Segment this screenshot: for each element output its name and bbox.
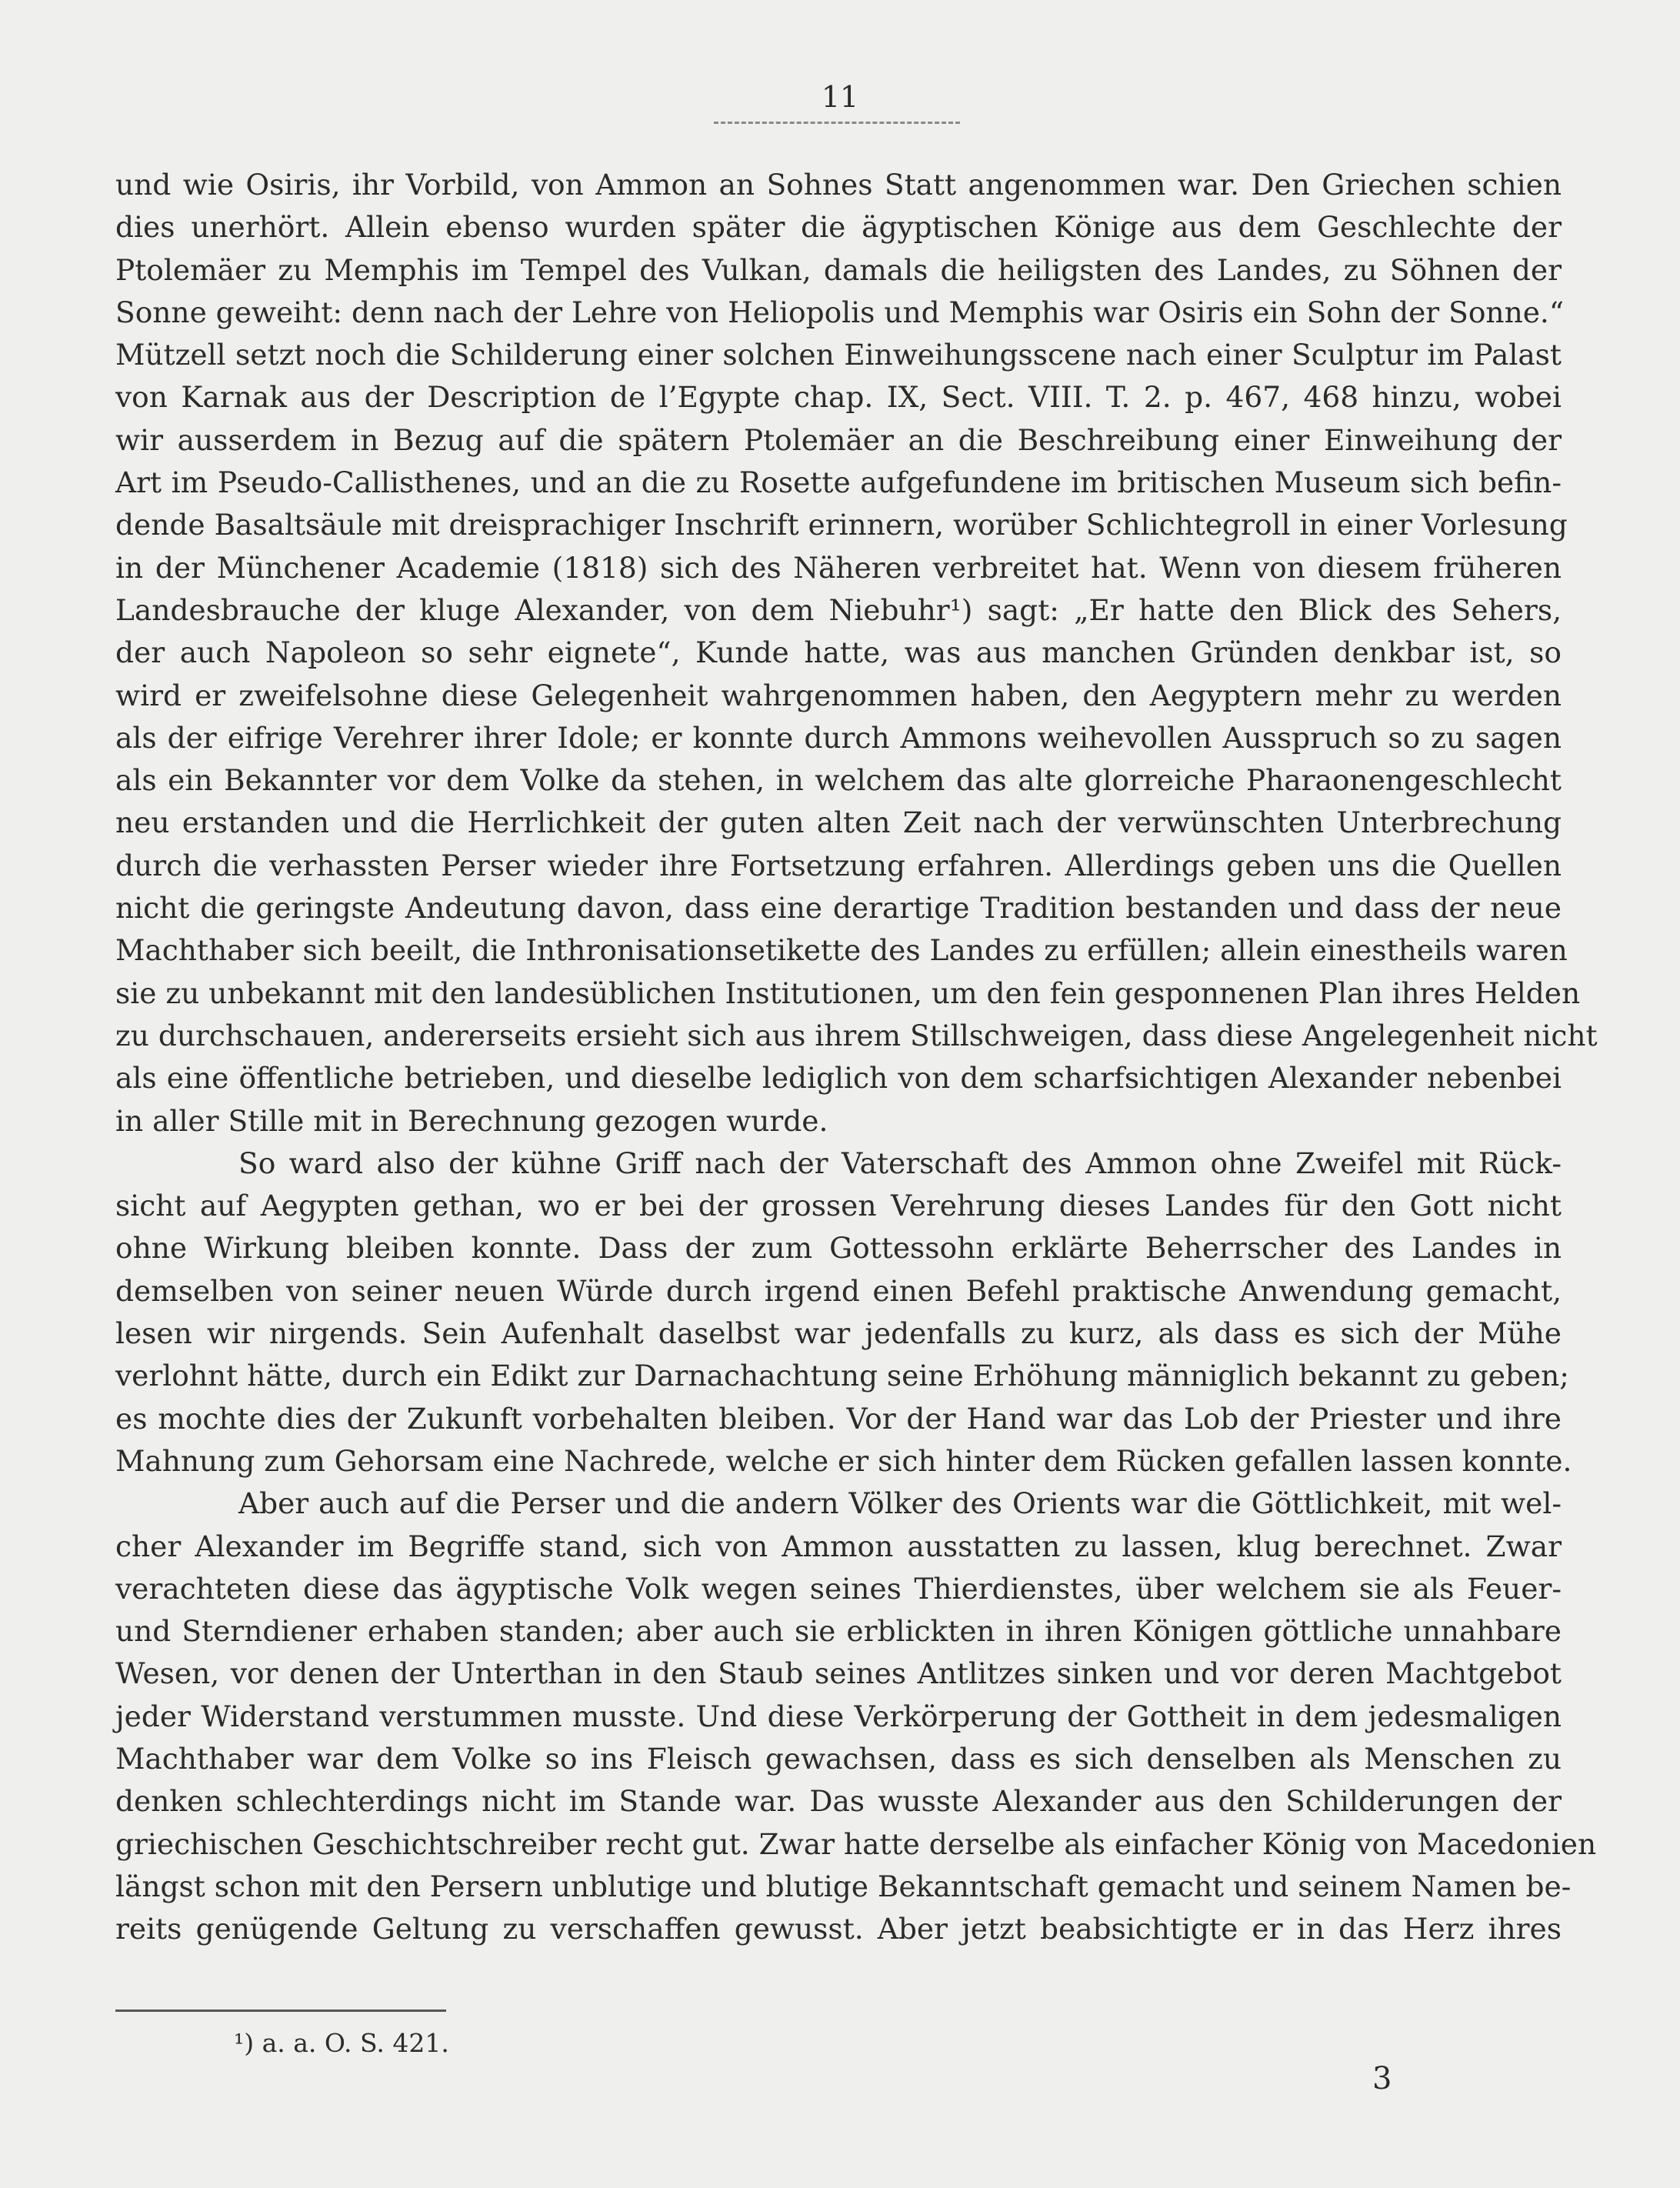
- text-line: durch die verhassten Perser wieder ihre Fortsetzung erfahren. Allerdings geben uns die Quellen: [115, 848, 1562, 882]
- header-rule: [714, 122, 960, 124]
- text-line: Aber auch auf die Perser und die andern Völker des Orients war die Göttlichkeit, mit wel-: [238, 1486, 1562, 1521]
- text-line: der auch Napoleon so sehr eignete“, Kunde hatte, was aus manchen Gründen denkbar ist, so: [115, 635, 1562, 670]
- text-line: verachteten diese das ägyptische Volk wegen seines Thierdienstes, über welchem sie als Feuer-: [115, 1571, 1562, 1606]
- signature-mark: 3: [1372, 2061, 1392, 2096]
- text-line: Mützell setzt noch die Schilderung einer solchen Einweihungsscene nach einer Sculptur im Palast: [115, 338, 1562, 372]
- text-line: und Sterndiener erhaben standen; aber auch sie erblickten in ihren Königen göttliche unnahbare: [115, 1614, 1562, 1649]
- text-line: sie zu unbekannt mit den landesüblichen Institutionen, um den fein gesponnenen Plan ihres Helden: [115, 976, 1581, 1010]
- text-line: Mahnung zum Gehorsam eine Nachrede, welche er sich hinter dem Rücken gefallen lassen konnte.: [115, 1443, 1572, 1478]
- text-line: Sonne geweiht: denn nach der Lehre von Heliopolis und Memphis war Osiris ein Sohn der Sonne.“: [115, 295, 1565, 329]
- text-line: als eine öffentliche betrieben, und dieselbe lediglich von dem scharfsichtigen Alexander nebenbei: [115, 1061, 1562, 1096]
- text-line: Ptolemäer zu Memphis im Tempel des Vulkan, damals die heiligsten des Landes, zu Söhnen der: [115, 252, 1562, 287]
- text-line: reits genügende Geltung zu verschaffen gewusst. Aber jetzt beabsichtigte er in das Herz ihres: [115, 1912, 1562, 1946]
- text-line: Landesbrauche der kluge Alexander, von dem Niebuhr¹) sagt: „Er hatte den Blick des Sehers,: [115, 592, 1562, 627]
- text-line: dende Basaltsäule mit dreisprachiger Inschrift erinnern, worüber Schlichtegroll in einer Vorlesung: [115, 508, 1568, 542]
- text-line: Art im Pseudo-Callisthenes, und an die zu Rosette aufgefundene im britischen Museum sich befin-: [115, 465, 1562, 500]
- text-line: sicht auf Aegypten gethan, wo er bei der grossen Verehrung dieses Landes für den Gott nicht: [115, 1189, 1562, 1223]
- text-line: in der Münchener Academie (1818) sich des Näheren verbreitet hat. Wenn von diesem früheren: [115, 550, 1562, 585]
- text-line: in aller Stille mit in Berechnung gezogen wurde.: [115, 1103, 828, 1138]
- body-text: [115, 164, 1598, 1950]
- text-line: Wesen, vor denen der Unterthan in den Staub seines Antlitzes sinken und vor deren Machtgebot: [115, 1656, 1562, 1691]
- text-line: neu erstanden und die Herrlichkeit der guten alten Zeit nach der verwünschten Unterbrechung: [115, 805, 1562, 840]
- text-line: als ein Bekannter vor dem Volke da stehen, in welchem das alte glorreiche Pharaonengeschlecht: [115, 763, 1562, 798]
- text-line: längst schon mit den Persern unblutige und blutige Bekanntschaft gemacht und seinem Namen be-: [115, 1869, 1572, 1903]
- text-line: es mochte dies der Zukunft vorbehalten bleiben. Vor der Hand war das Lob der Priester und ihre: [115, 1401, 1562, 1436]
- footnote: ¹) a. a. O. S. 421.: [234, 2028, 449, 2058]
- text-line: wir ausserdem in Bezug auf die spätern Ptolemäer an die Beschreibung einer Einweihung der: [115, 422, 1562, 457]
- text-line: verlohnt hätte, durch ein Edikt zur Darnachachtung seine Erhöhung männiglich bekannt zu geben;: [115, 1359, 1569, 1393]
- text-line: zu durchschauen, andererseits ersieht sich aus ihrem Stillschweigen, dass diese Angelegenheit nicht: [115, 1018, 1598, 1052]
- text-line: So ward also der kühne Griff nach der Vaterschaft des Ammon ohne Zweifel mit Rück-: [238, 1146, 1562, 1180]
- text-line: und wie Osiris, ihr Vorbild, von Ammon an Sohnes Statt angenommen war. Den Griechen schien: [115, 168, 1562, 202]
- text-line: ohne Wirkung bleiben konnte. Dass der zum Gottessohn erklärte Beherrscher des Landes in: [115, 1231, 1562, 1266]
- text-line: demselben von seiner neuen Würde durch irgend einen Befehl praktische Anwendung gemacht,: [115, 1273, 1562, 1308]
- text-line: dies unerhört. Allein ebenso wurden später die ägyptischen Könige aus dem Geschlechte der: [115, 210, 1562, 245]
- text-line: griechischen Geschichtschreiber recht gut. Zwar hatte derselbe als einfacher König von Macedonien: [115, 1826, 1597, 1861]
- page-number: 11: [821, 80, 859, 114]
- text-line: cher Alexander im Begriffe stand, sich von Ammon ausstatten zu lassen, klug berechnet. Zwar: [115, 1529, 1562, 1563]
- text-line: als der eifrige Verehrer ihrer Idole; er konnte durch Ammons weihevollen Ausspruch so zu sagen: [115, 720, 1562, 755]
- text-line: lesen wir nirgends. Sein Aufenhalt daselbst war jedenfalls zu kurz, als dass es sich der Mühe: [115, 1316, 1562, 1351]
- text-line: jeder Widerstand verstummen musste. Und diese Verkörperung der Gottheit in dem jedesmaligen: [115, 1699, 1562, 1733]
- text-line: von Karnak aus der Description de l’Egypte chap. IX, Sect. VIII. T. 2. p. 467, 468 hinzu, wobei: [115, 380, 1562, 415]
- text-line: Machthaber war dem Volke so ins Fleisch gewachsen, dass es sich denselben als Menschen zu: [115, 1741, 1562, 1776]
- text-line: Machthaber sich beeilt, die Inthronisationsetikette des Landes zu erfüllen; allein einestheils waren: [115, 933, 1568, 968]
- text-line: wird er zweifelsohne diese Gelegenheit wahrgenommen haben, den Aegyptern mehr zu werden: [115, 678, 1562, 712]
- text-line: denken schlechterdings nicht im Stande war. Das wusste Alexander aus den Schilderungen der: [115, 1784, 1562, 1819]
- text-line: nicht die geringste Andeutung davon, dass eine derartige Tradition bestanden und dass der neue: [115, 891, 1562, 926]
- footnote-rule: [115, 2010, 446, 2012]
